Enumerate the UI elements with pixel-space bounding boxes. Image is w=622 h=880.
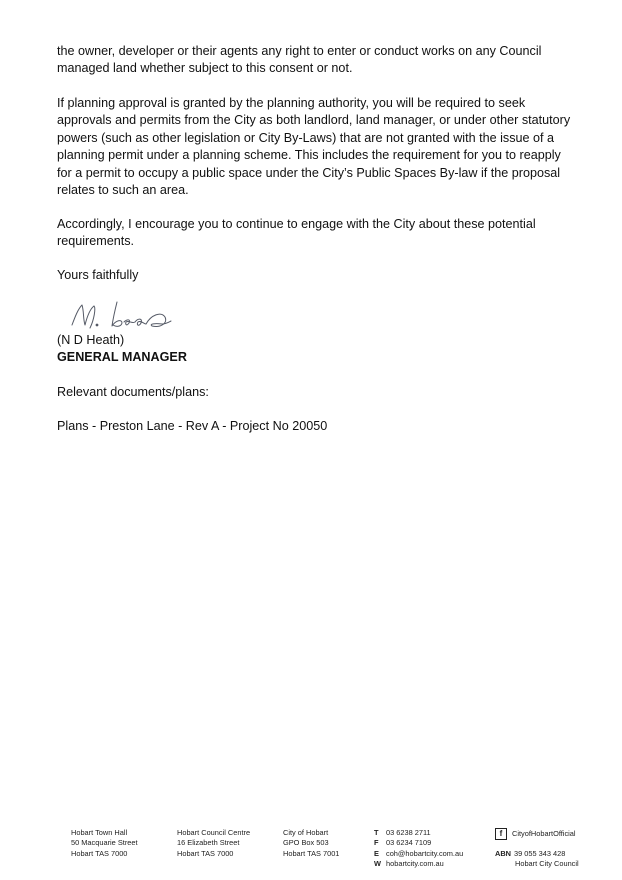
footer-contact-details [374, 828, 463, 869]
letter-body [57, 43, 572, 78]
abn-label: ABN [495, 849, 512, 858]
footer-line: Hobart Council Centre [177, 828, 251, 837]
footer-line: Hobart TAS 7000 [71, 848, 128, 858]
email-address: coh@hobartcity.com.au [386, 848, 464, 858]
paragraph-approvals: If planning approval is granted by the planning authority, you will be required to seek approvals and permits from the City as both landlord, land manager, or under other statutory powers (such as other legislation or City By-Laws) that are not granted with the issue of a planning permit under a planning scheme. This includes the requirement for you to reapply for a permit to occupy a public space under the City’s Public Spaces By-law if the proposal relates to such an area. [57, 96, 571, 198]
footer-email [374, 849, 463, 859]
handwritten-signature [66, 298, 176, 334]
documents-heading: Relevant documents/plans: [57, 385, 209, 399]
contact-letter: F [374, 838, 379, 848]
fax-number: 03 6234 7109 [386, 838, 432, 848]
paragraph-block-closing [57, 267, 572, 284]
website-address: hobartcity.com.au [386, 858, 444, 868]
footer-line: City of Hobart [283, 828, 329, 837]
paragraph-council-land: the owner, developer or their agents any right to enter or conduct works on any Council managed land whether subject to this consent or not. [57, 44, 542, 76]
footer-postal-address [283, 828, 339, 859]
facebook-handle: CityofHobartOfficial [512, 828, 576, 838]
paragraph-block-engage [57, 216, 572, 251]
footer-fax [374, 838, 463, 848]
closing-salutation: Yours faithfully [57, 268, 139, 282]
paragraph-engage: Accordingly, I encourage you to continue to engage with the City about these potential requirements. [57, 217, 536, 249]
paragraph-block-approvals [57, 95, 572, 199]
signer-name: (N D Heath) [57, 333, 125, 347]
abn-number: 39 055 343 428 [514, 849, 566, 858]
contact-letter: E [374, 848, 379, 858]
footer-abn [495, 849, 579, 859]
footer-line: Hobart TAS 7001 [283, 848, 340, 858]
document-item: Plans - Preston Lane - Rev A - Project No 20050 [57, 419, 328, 433]
contact-letter: T [374, 828, 379, 837]
footer-council-centre-address [177, 828, 250, 859]
footer-line: 16 Elizabeth Street [177, 838, 240, 848]
footer-line: GPO Box 503 [283, 838, 329, 848]
footer-website [374, 859, 463, 869]
footer-facebook [495, 828, 579, 840]
footer-line: Hobart Town Hall [71, 828, 128, 837]
signer-title: GENERAL MANAGER [57, 350, 187, 364]
facebook-icon: f [495, 828, 507, 840]
footer-social-abn [495, 828, 579, 870]
abn-entity: Hobart City Council [515, 859, 579, 869]
footer-line: 50 Macquarie Street [71, 838, 138, 848]
footer-town-hall-address [71, 828, 138, 859]
contact-letter: W [374, 858, 381, 868]
phone-number: 03 6238 2711 [386, 828, 431, 837]
footer-phone [374, 828, 463, 838]
footer-line: Hobart TAS 7000 [177, 848, 234, 858]
